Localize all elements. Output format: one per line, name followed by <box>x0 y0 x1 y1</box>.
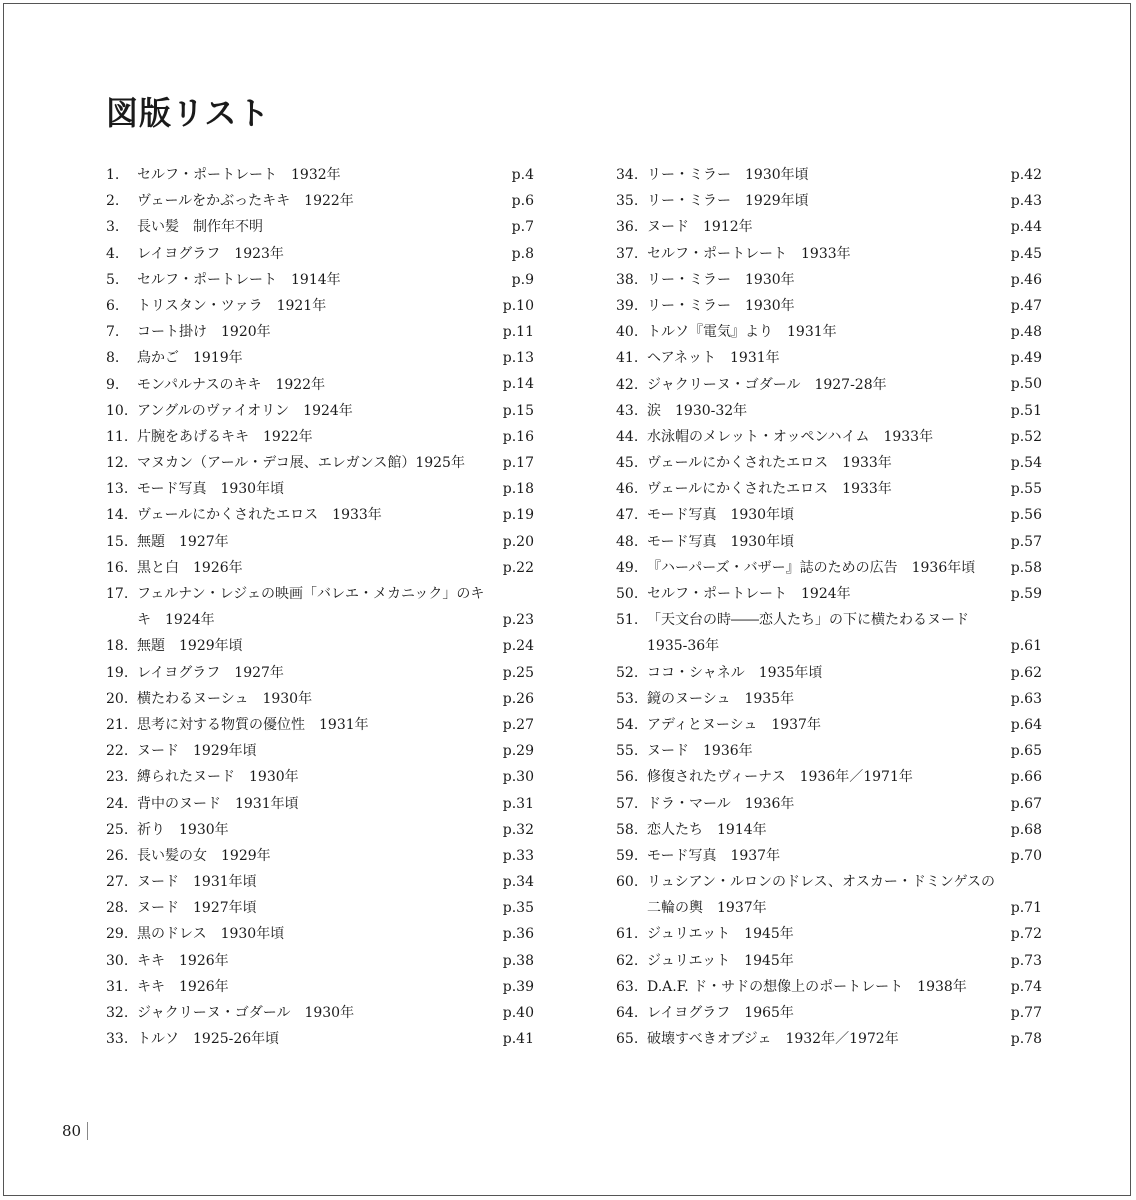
figure-list-item <box>616 476 1042 502</box>
figure-title: 無題 1927年 <box>137 533 229 550</box>
figure-list-item <box>106 738 534 764</box>
figure-title: セルフ・ポートレート 1914年 <box>137 271 341 288</box>
figure-list-item <box>616 214 1042 240</box>
figure-page-ref: p.61 <box>1010 638 1042 655</box>
figure-title: セルフ・ポートレート 1932年 <box>137 167 341 183</box>
figure-title: モンパルナスのキキ 1922年 <box>137 376 326 393</box>
figure-title: 『ハーパーズ・バザー』誌のための広告 1936年頃 <box>647 559 976 576</box>
figure-list-item <box>616 424 1042 450</box>
figure-number: 63. <box>616 978 639 995</box>
figure-number: 36. <box>616 219 639 236</box>
figure-page-ref: p.34 <box>502 874 534 891</box>
figure-page-ref: p.48 <box>1010 324 1042 341</box>
figure-number: 12. <box>106 455 129 472</box>
figure-list-item <box>106 372 534 398</box>
figure-title: キキ 1926年 <box>137 978 229 995</box>
figure-list-item <box>106 921 534 947</box>
figure-page-ref: p.50 <box>1010 376 1042 393</box>
figure-number: 43. <box>616 402 639 419</box>
figure-page-ref: p.4 <box>511 166 534 183</box>
figure-page-ref: p.7 <box>511 219 534 236</box>
figure-title: アングルのヴァイオリン 1924年 <box>137 402 353 419</box>
figure-title: 思考に対する物質の優位性 1931年 <box>137 716 369 733</box>
figure-title: コート掛け 1920年 <box>137 324 271 341</box>
figure-title: ココ・シャネル 1935年頃 <box>647 664 823 681</box>
figure-title: ジャクリーヌ・ゴダール 1930年 <box>137 1005 355 1022</box>
figure-list-item <box>616 607 1042 659</box>
figure-number: 61. <box>616 926 639 943</box>
figure-title: ジュリエット 1945年 <box>647 926 794 943</box>
figure-list-item <box>106 791 534 817</box>
figure-number: 58. <box>616 821 639 838</box>
figure-list-item <box>616 843 1042 869</box>
figure-title: モード写真 1930年頃 <box>647 533 795 550</box>
figure-title: 涙 1930-32年 <box>647 402 748 419</box>
figure-title: リー・ミラー 1929年頃 <box>647 193 809 210</box>
figure-number: 57. <box>616 795 639 812</box>
figure-title: モード写真 1930年頃 <box>137 481 285 498</box>
figure-number: 8. <box>106 350 120 367</box>
figure-number: 51. <box>616 612 639 629</box>
figure-page-ref: p.6 <box>511 193 534 210</box>
figure-page-ref: p.29 <box>502 743 534 760</box>
figure-page-ref: p.14 <box>502 376 534 393</box>
figure-list-item <box>106 450 534 476</box>
figure-title: 長い髪 制作年不明 <box>137 219 263 236</box>
figure-list-item <box>616 764 1042 790</box>
figure-page-ref: p.45 <box>1010 245 1042 262</box>
figure-page-ref: p.8 <box>511 245 534 262</box>
figure-title: トリスタン・ツァラ 1921年 <box>137 297 327 314</box>
figure-list-item <box>616 188 1042 214</box>
figure-list-item <box>616 293 1042 319</box>
figure-page-ref: p.15 <box>502 402 534 419</box>
figure-page-ref: p.62 <box>1010 664 1042 681</box>
figure-page-ref: p.13 <box>502 350 534 367</box>
figure-page-ref: p.57 <box>1010 533 1042 550</box>
figure-title: アディとヌーシュ 1937年 <box>647 716 821 733</box>
figure-list-item <box>106 476 534 502</box>
figure-title: レイヨグラフ 1965年 <box>647 1005 794 1022</box>
figure-number: 47. <box>616 507 639 524</box>
figure-list-item <box>616 1000 1042 1026</box>
figure-number: 38. <box>616 271 639 288</box>
figure-list-item <box>106 502 534 528</box>
figure-number: 16. <box>106 559 129 576</box>
figure-page-ref: p.42 <box>1010 166 1042 183</box>
figure-number: 21. <box>106 716 129 733</box>
figure-list-item <box>106 162 534 188</box>
figure-title: モード写真 1930年頃 <box>647 507 795 524</box>
figure-list-item <box>616 555 1042 581</box>
figure-page-ref: p.47 <box>1010 297 1042 314</box>
figure-title: キキ 1926年 <box>137 952 229 969</box>
figure-number: 6. <box>106 297 120 314</box>
figure-title: リュシアン・ルロンのドレス、オスカー・ドミンゲスの二輪の輿 1937年 <box>647 874 996 917</box>
figure-page-ref: p.24 <box>502 638 534 655</box>
figure-title: モード写真 1937年 <box>647 847 781 864</box>
figure-number: 54. <box>616 716 639 733</box>
figure-title: 長い髪の女 1929年 <box>137 847 271 864</box>
figure-title: ヌード 1912年 <box>647 219 753 236</box>
figure-list-item <box>616 738 1042 764</box>
figure-number: 27. <box>106 874 129 891</box>
figure-page-ref: p.19 <box>502 507 534 524</box>
figure-number: 23. <box>106 769 129 786</box>
figure-title: 無題 1929年頃 <box>137 638 243 655</box>
figure-number: 62. <box>616 952 639 969</box>
figure-number: 41. <box>616 350 639 367</box>
figure-list-item <box>106 214 534 240</box>
figure-page-ref: p.38 <box>502 952 534 969</box>
figure-page-ref: p.26 <box>502 690 534 707</box>
figure-list-item <box>616 817 1042 843</box>
figure-page-ref: p.55 <box>1010 481 1042 498</box>
figure-list-item <box>616 372 1042 398</box>
figure-list-item <box>616 267 1042 293</box>
figure-list-item <box>106 764 534 790</box>
figure-title: セルフ・ポートレート 1924年 <box>647 586 851 602</box>
figure-page-ref: p.71 <box>1010 900 1042 917</box>
figure-list-item <box>616 529 1042 555</box>
figure-list-item <box>106 188 534 214</box>
figure-page-ref: p.74 <box>1010 978 1042 995</box>
figure-number: 5. <box>106 271 120 288</box>
figure-title: 横たわるヌーシュ 1930年 <box>137 690 313 707</box>
figure-list-item <box>616 398 1042 424</box>
figure-page-ref: p.31 <box>502 795 534 812</box>
figure-number: 29. <box>106 926 129 943</box>
figure-number: 53. <box>616 690 639 707</box>
figure-number: 25. <box>106 821 129 838</box>
figure-number: 11. <box>106 428 129 445</box>
figure-page-ref: p.73 <box>1010 952 1042 969</box>
figure-list-item <box>616 319 1042 345</box>
figure-number: 55. <box>616 743 639 760</box>
figure-title: 鏡のヌーシュ 1935年 <box>647 690 795 707</box>
page-number: 80 <box>62 1122 88 1140</box>
figure-title: フェルナン・レジェの映画「バレエ・メカニック」のキキ 1924年 <box>137 586 485 629</box>
figure-list-right <box>616 162 1042 1052</box>
figure-page-ref: p.40 <box>502 1005 534 1021</box>
figure-page-ref: p.30 <box>502 769 534 786</box>
figure-page-ref: p.49 <box>1010 350 1042 367</box>
figure-title: 背中のヌード 1931年頃 <box>137 795 299 812</box>
figure-number: 30. <box>106 952 129 969</box>
figure-number: 22. <box>106 743 129 760</box>
figure-list-item <box>106 581 534 633</box>
figure-page-ref: p.9 <box>511 271 534 288</box>
figure-number: 15. <box>106 533 129 550</box>
figure-number: 60. <box>616 874 639 891</box>
figure-page-ref: p.43 <box>1010 193 1042 210</box>
figure-number: 59. <box>616 847 639 864</box>
figure-number: 46. <box>616 481 639 498</box>
figure-list-item <box>106 895 534 921</box>
figure-title: ジャクリーヌ・ゴダール 1927-28年 <box>647 376 887 393</box>
figure-number: 56. <box>616 769 639 786</box>
figure-number: 3. <box>106 219 120 236</box>
figure-list-item <box>106 817 534 843</box>
figure-number: 31. <box>106 978 129 995</box>
figure-number: 35. <box>616 193 639 210</box>
figure-number: 48. <box>616 533 639 550</box>
figure-list-item <box>106 948 534 974</box>
figure-number: 28. <box>106 900 129 917</box>
figure-page-ref: p.56 <box>1010 507 1042 524</box>
figure-title: レイヨグラフ 1927年 <box>137 664 284 681</box>
figure-list-item <box>616 162 1042 188</box>
figure-list-item <box>616 241 1042 267</box>
figure-list-item <box>616 686 1042 712</box>
figure-title: 片腕をあげるキキ 1922年 <box>137 428 313 445</box>
figure-title: リー・ミラー 1930年 <box>647 297 795 314</box>
figure-number: 44. <box>616 428 639 445</box>
figure-number: 14. <box>106 507 129 524</box>
figure-title: 水泳帽のメレット・オッペンハイム 1933年 <box>647 428 934 445</box>
figure-number: 33. <box>106 1031 129 1048</box>
figure-number: 20. <box>106 690 129 707</box>
figure-page-ref: p.16 <box>502 428 534 445</box>
figure-number: 37. <box>616 245 639 262</box>
figure-page-ref: p.17 <box>502 455 534 472</box>
figure-list-item <box>616 450 1042 476</box>
figure-list-item <box>106 345 534 371</box>
figure-page-ref: p.32 <box>502 821 534 838</box>
figure-page-ref: p.41 <box>502 1031 534 1048</box>
figure-page-ref: p.44 <box>1010 219 1042 236</box>
figure-title: ヴェールにかくされたエロス 1933年 <box>647 455 892 472</box>
figure-list-item <box>616 791 1042 817</box>
figure-list-left <box>106 162 534 1052</box>
figure-title: 鳥かご 1919年 <box>137 350 243 367</box>
figure-page-ref: p.51 <box>1010 402 1042 419</box>
figure-number: 2. <box>106 193 120 210</box>
figure-title: ジュリエット 1945年 <box>647 952 794 969</box>
figure-number: 9. <box>106 376 120 393</box>
figure-title: 恋人たち 1914年 <box>647 821 767 838</box>
figure-page-ref: p.66 <box>1010 769 1042 786</box>
figure-number: 34. <box>616 167 639 183</box>
figure-number: 17. <box>106 586 129 602</box>
figure-title: 破壊すべきオブジェ 1932年／1972年 <box>647 1031 899 1048</box>
figure-title: ヌード 1929年頃 <box>137 743 257 760</box>
figure-number: 52. <box>616 664 639 681</box>
figure-title: 祈り 1930年 <box>137 821 229 838</box>
figure-title: ヴェールにかくされたエロス 1933年 <box>137 507 382 524</box>
figure-page-ref: p.78 <box>1010 1031 1042 1048</box>
figure-title: リー・ミラー 1930年頃 <box>647 167 809 183</box>
figure-page-ref: p.23 <box>502 612 534 629</box>
figure-title: トルソ 1925-26年頃 <box>137 1031 280 1048</box>
figure-list-item <box>106 424 534 450</box>
figure-list-item <box>616 948 1042 974</box>
figure-list-item <box>616 921 1042 947</box>
figure-page-ref: p.39 <box>502 978 534 995</box>
figure-list-item <box>616 869 1042 921</box>
figure-list-item <box>616 712 1042 738</box>
figure-page-ref: p.18 <box>502 481 534 498</box>
figure-number: 13. <box>106 481 129 498</box>
figure-list-item <box>106 843 534 869</box>
figure-number: 50. <box>616 586 639 602</box>
figure-number: 39. <box>616 297 639 314</box>
figure-list-item <box>106 1000 534 1026</box>
figure-page-ref: p.72 <box>1010 926 1042 943</box>
figure-page-ref: p.46 <box>1010 271 1042 288</box>
figure-page-ref: p.27 <box>502 716 534 733</box>
figure-title: 縛られたヌード 1930年 <box>137 769 299 786</box>
figure-page-ref: p.54 <box>1010 455 1042 472</box>
figure-page-ref: p.65 <box>1010 743 1042 760</box>
figure-page-ref: p.20 <box>502 533 534 550</box>
figure-title: 修復されたヴィーナス 1936年／1971年 <box>647 769 913 786</box>
figure-number: 18. <box>106 638 129 655</box>
figure-number: 65. <box>616 1031 639 1048</box>
figure-list-item <box>106 398 534 424</box>
figure-list-item <box>106 712 534 738</box>
figure-list-item <box>616 1026 1042 1052</box>
figure-title: セルフ・ポートレート 1933年 <box>647 245 851 262</box>
figure-list-item <box>106 241 534 267</box>
figure-list-item <box>106 555 534 581</box>
figure-title: 「天文台の時――恋人たち」の下に横たわるヌード 1935-36年 <box>647 612 983 655</box>
figure-list-item <box>616 974 1042 1000</box>
figure-list-item <box>106 633 534 659</box>
figure-number: 4. <box>106 245 120 262</box>
figure-title: マヌカン（アール・デコ展、エレガンス館）1925年 <box>137 455 465 472</box>
figure-list-item <box>616 502 1042 528</box>
figure-title: ヴェールにかくされたエロス 1933年 <box>647 481 892 498</box>
figure-page-ref: p.77 <box>1010 1005 1042 1022</box>
figure-number: 40. <box>616 324 639 341</box>
figure-page-ref: p.58 <box>1010 559 1042 576</box>
figure-page-ref: p.67 <box>1010 795 1042 812</box>
figure-title: ドラ・マール 1936年 <box>647 795 795 812</box>
figure-number: 1. <box>106 167 120 183</box>
figure-title: 黒と白 1926年 <box>137 559 243 576</box>
figure-list-item <box>106 293 534 319</box>
figure-list-item <box>106 1026 534 1052</box>
figure-title: D.A.F. ド・サドの想像上のポートレート 1938年 <box>647 978 967 995</box>
figure-title: ヌード 1936年 <box>647 743 753 760</box>
page-title: 図版リスト <box>106 94 271 132</box>
figure-list-item <box>616 581 1042 607</box>
figure-number: 49. <box>616 559 639 576</box>
figure-title: ヴェールをかぶったキキ 1922年 <box>137 193 354 210</box>
figure-page-ref: p.64 <box>1010 716 1042 733</box>
figure-page-ref: p.68 <box>1010 821 1042 838</box>
figure-list-item <box>616 660 1042 686</box>
figure-page-ref: p.52 <box>1010 428 1042 445</box>
figure-number: 45. <box>616 455 639 472</box>
figure-list-item <box>106 974 534 1000</box>
figure-page-ref: p.33 <box>502 847 534 864</box>
figure-page-ref: p.11 <box>502 324 534 341</box>
figure-title: ヌード 1931年頃 <box>137 874 257 891</box>
figure-number: 32. <box>106 1005 129 1022</box>
figure-page-ref: p.70 <box>1010 847 1042 864</box>
figure-list-item <box>616 345 1042 371</box>
figure-page-ref: p.35 <box>502 900 534 917</box>
figure-list-item <box>106 869 534 895</box>
figure-title: リー・ミラー 1930年 <box>647 271 795 288</box>
figure-title: レイヨグラフ 1923年 <box>137 245 284 262</box>
figure-list-item <box>106 267 534 293</box>
figure-list-item <box>106 686 534 712</box>
figure-page-ref: p.63 <box>1010 690 1042 707</box>
figure-number: 10. <box>106 402 129 419</box>
figure-page-ref: p.10 <box>502 297 534 314</box>
figure-number: 42. <box>616 376 639 393</box>
figure-title: ヌード 1927年頃 <box>137 900 257 917</box>
figure-number: 24. <box>106 795 129 812</box>
figure-number: 64. <box>616 1005 639 1022</box>
figure-number: 19. <box>106 664 129 681</box>
figure-number: 26. <box>106 847 129 864</box>
figure-list-item <box>106 319 534 345</box>
figure-page-ref: p.22 <box>502 559 534 576</box>
figure-title: トルソ『電気』より 1931年 <box>647 324 837 341</box>
figure-list-item <box>106 660 534 686</box>
figure-list-item <box>106 529 534 555</box>
figure-number: 7. <box>106 324 120 341</box>
figure-page-ref: p.59 <box>1010 585 1042 602</box>
figure-page-ref: p.25 <box>502 664 534 681</box>
figure-page-ref: p.36 <box>502 926 534 943</box>
figure-title: ヘアネット 1931年 <box>647 350 780 367</box>
figure-title: 黒のドレス 1930年頃 <box>137 926 285 943</box>
